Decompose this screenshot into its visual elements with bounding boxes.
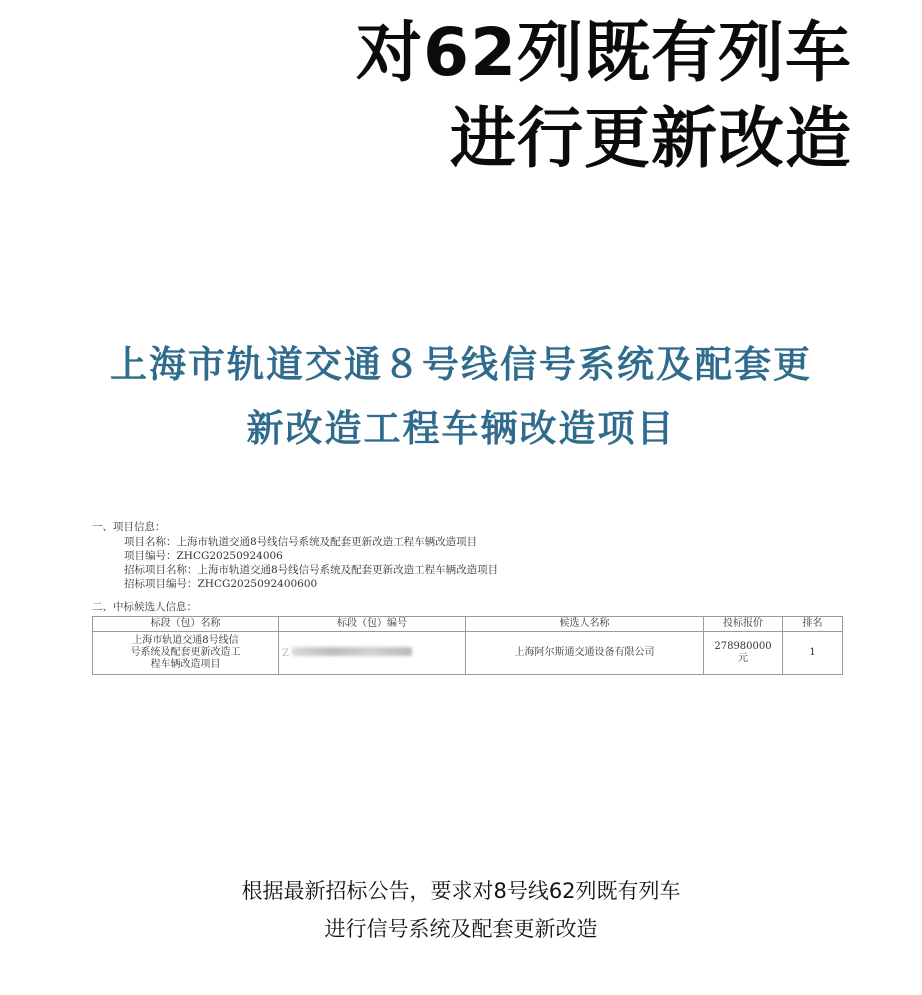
headline-line-2: 进行更新改造	[450, 100, 852, 177]
cell-candidate: 上海阿尔斯通交通设备有限公司	[466, 632, 704, 675]
redacted-package-number	[292, 647, 412, 656]
tender-project-name-line: 招标项目名称：上海市轨道交通8号线信号系统及配套更新改造工程车辆改造项目	[124, 564, 499, 576]
tender-project-number-line: 招标项目编号：ZHCG2025092400600	[124, 578, 318, 590]
caption	[0, 872, 922, 948]
column-header-package-name: 标段（包）名称	[93, 617, 279, 632]
project-title-line-2: 新改造工程车辆改造项目	[246, 407, 676, 450]
table-header-row	[93, 617, 843, 632]
column-header-rank: 排名	[783, 617, 843, 632]
caption-line-2: 进行信号系统及配套更新改造	[324, 917, 598, 941]
column-header-candidate: 候选人名称	[466, 617, 704, 632]
candidate-table	[92, 616, 843, 675]
cell-package-number	[279, 632, 466, 675]
project-name-line: 项目名称：上海市轨道交通8号线信号系统及配套更新改造工程车辆改造项目	[124, 536, 478, 548]
section-candidate-info-heading: 二、中标候选人信息：	[92, 601, 197, 613]
package-number-prefix: Z	[282, 647, 289, 659]
tender-document-excerpt	[92, 519, 842, 675]
cell-bid-price: 278980000 元	[704, 632, 783, 675]
headline	[356, 10, 852, 182]
project-title	[0, 333, 922, 461]
cell-rank: 1	[783, 632, 843, 675]
caption-line-1: 根据最新招标公告，要求对8号线62列既有列车	[241, 879, 681, 903]
section-project-info-heading: 一、项目信息：	[92, 521, 166, 533]
column-header-package-number: 标段（包）编号	[279, 617, 466, 632]
column-header-bid-price: 投标报价	[704, 617, 783, 632]
project-title-line-1: 上海市轨道交通８号线信号系统及配套更	[110, 343, 812, 386]
headline-line-1: 对62列既有列车	[356, 14, 852, 91]
project-number-line: 项目编号：ZHCG20250924006	[124, 550, 283, 562]
cell-package-name: 上海市轨道交通8号线信 号系统及配套更新改造工 程车辆改造项目	[93, 632, 279, 675]
table-row	[93, 632, 843, 675]
